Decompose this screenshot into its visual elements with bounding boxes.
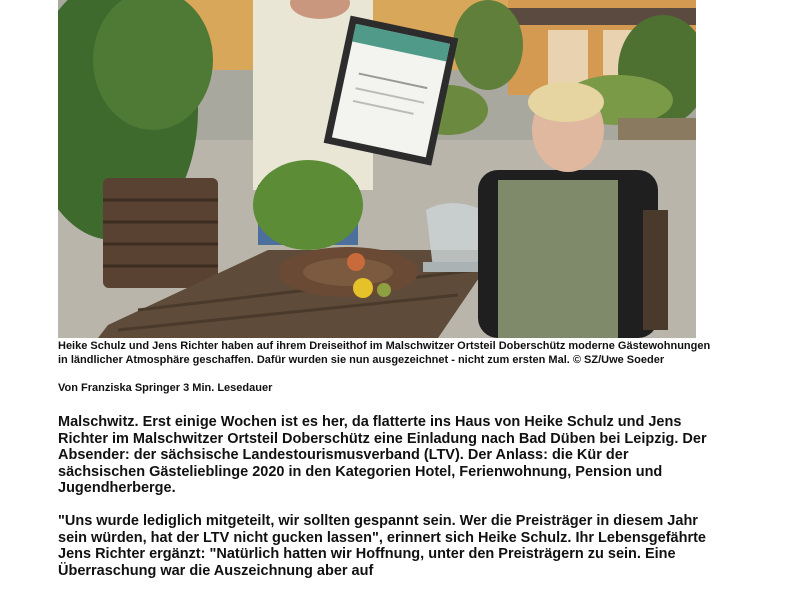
byline: Von Franziska Springer 3 Min. Lesedauer [58, 382, 273, 394]
article-paragraph: "Uns wurde lediglich mitgeteilt, wir sollten gespannt sein. Wer die Preisträger in diesem Jahr sein würden, hat der LTV nicht gucken lassen", erinnert sich Heike Schulz. Ihr Lebensgefährte Jens Richter ergänzt: "Natürlich hatten wir Hoffnung, unter den Preisträgern zu sein. Eine Überraschung war die Auszeichnung aber auf [58, 513, 706, 579]
article-paragraph: Malschwitz. Erst einige Wochen ist es her, da flatterte ins Haus von Heike Schulz und Jens Richter im Malschwitzer Ortsteil Doberschütz eine Einladung nach Bad Düben bei Leipzig. Der Absender: der sächsische Landestourismusverband (LTV). Der Anlass: die Kür der sächsischen Gästelieblinge 2020 in den Kategorien Hotel, Ferienwohnung, Pension und Jugendherberge. [58, 414, 707, 496]
article-body [58, 414, 718, 596]
photo-illustration [58, 0, 696, 338]
photo-caption: Heike Schulz und Jens Richter haben auf ihrem Dreiseithof im Malschwitzer Ortsteil Doberschütz moderne Gästewohnungen in ländlicher Atmosphäre geschaffen. Dafür wurden sie nun ausgezeichnet - nicht zum ersten Mal. © SZ/Uwe Soeder [58, 340, 711, 366]
article-photo [58, 0, 696, 338]
